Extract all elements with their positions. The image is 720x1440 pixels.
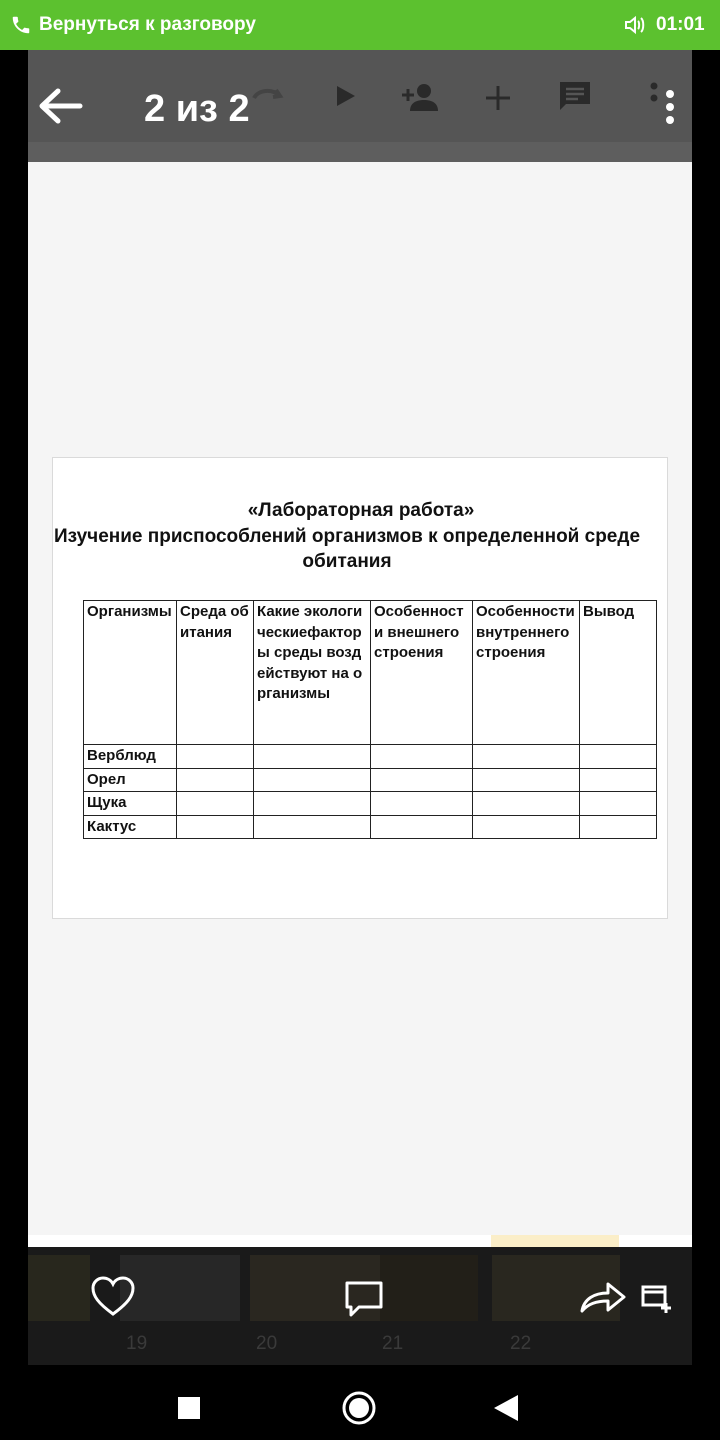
add-person-icon[interactable] [400,83,440,111]
system-nav-bar [28,1365,692,1440]
share-icon[interactable] [578,1279,628,1315]
back-triangle-icon[interactable] [492,1393,520,1423]
add-to-playlist-icon[interactable] [640,1281,674,1315]
table-header-cell: Среда обитания [177,601,254,745]
more-vert-icon[interactable] [642,80,682,124]
table-header-cell: Особенности внешнего строения [371,601,473,745]
clock: 01:01 [656,14,705,35]
rotate-icon[interactable] [250,84,284,108]
table-row-label: Щука [84,792,177,816]
table-row [84,768,657,792]
recents-square-icon[interactable] [176,1395,202,1421]
document-title: «Лабораторная работа» [247,500,475,521]
thumbnail-number: 21 [382,1333,404,1354]
table-row [84,792,657,816]
back-arrow-icon[interactable] [36,86,84,126]
phone-icon [10,13,32,37]
top-toolbar [28,50,692,162]
table-row [84,815,657,839]
home-circle-icon[interactable] [340,1389,378,1427]
play-icon[interactable] [333,84,357,108]
speaker-icon [623,14,647,36]
document-subtitle: Изучение приспособлений организмов к определенной среде обитания [53,526,641,572]
document-page [52,457,668,919]
page-counter: 2 из 2 [144,88,250,130]
table-row-label: Орел [84,768,177,792]
thumbnail[interactable] [380,1255,478,1321]
comment-icon[interactable] [343,1279,385,1321]
table-header-cell: Какие экологическиефакторы среды воздействуют на организмы [254,601,371,745]
return-to-call-label[interactable]: Вернуться к разговору [39,14,256,35]
comment-icon[interactable] [558,80,592,114]
thumbnail-number: 19 [126,1333,148,1354]
document-viewer [28,50,692,1440]
thumbnail-number: 20 [256,1333,278,1354]
table-row-label: Кактус [84,815,177,839]
thumbnail-number: 22 [510,1333,532,1354]
table-header-row [84,601,657,745]
table-row [84,745,657,769]
lab-table [83,600,657,839]
table-header-cell: Особенности внутреннего строения [473,601,580,745]
call-status-bar[interactable] [0,0,720,50]
plus-icon[interactable] [484,84,512,112]
heart-icon[interactable] [90,1275,136,1317]
table-header-cell: Вывод [580,601,657,745]
table-header-cell: Организмы [84,601,177,745]
table-row-label: Верблюд [84,745,177,769]
thumbnail[interactable] [28,1255,90,1321]
thumbnail[interactable] [120,1255,240,1321]
